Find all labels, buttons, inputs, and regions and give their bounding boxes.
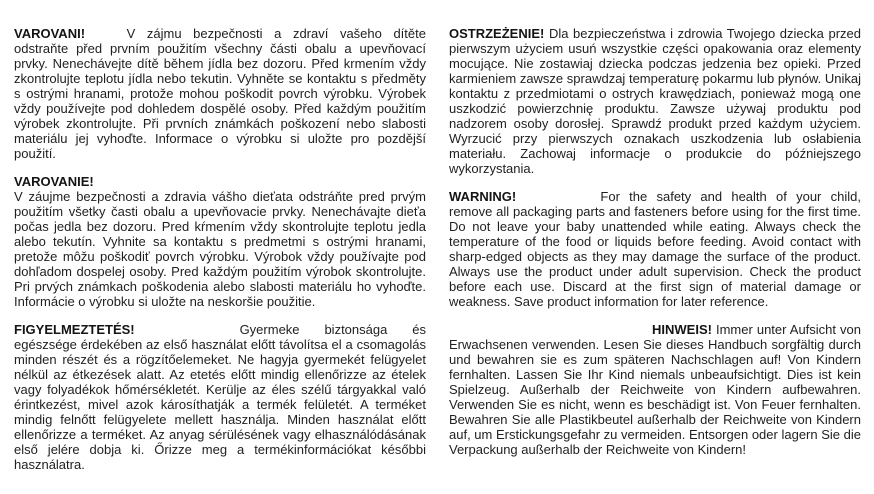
- warning-section-german: [449, 322, 861, 457]
- section-body-polish: Dla bezpieczeństwa i zdrowia Twojego dziecka przed pierwszym użyciem usuń wszystkie części opakowania oraz elementy mocujące. Nie zostawiaj dziecka podczas jedzenia bez opieki. Przed karmieniem zawsze sprawdzaj temperaturę pokarmu lub płynów. Unikaj kontaktu z przedmiotami o ostrych krawędziach, ponieważ mogą one uszkodzić powierzchnię produktu. Zawsze używaj produktu pod nadzorem osoby dorosłej. Sprawdź produkt przed każdym użyciem. Wyrzucić przy pierwszych oznakach uszkodzenia lub osłabienia materiału. Zachowaj informacje o produkcie do późniejszego wykorzystania.: [449, 26, 861, 176]
- section-body-german: Immer unter Aufsicht von Erwachsenen verwenden. Lesen Sie dieses Handbuch sorgfältig durch und bewahren sie es zum späteren Nachschlagen auf! Von Kindern fernhalten. Lassen Sie Ihr Kind niemals unbeaufsichtigt. Dies ist kein Spielzeug. Außerhalb der Reichweite von Kindern aufbewahren. Verwenden Sie es nicht, wenn es beschädigt ist. Von Feuer fernhalten. Bewahren Sie alle Plastikbeutel außerhalb der Reichweite von Kindern auf, um Erstickungsgefahr zu vermeiden. Entsorgen oder lagern Sie die Verpackung außerhalb der Reichweite von Kindern!: [449, 322, 861, 457]
- section-heading-english: WARNING!: [449, 189, 517, 204]
- left-column: [14, 26, 426, 494]
- section-heading-hungarian: FIGYELMEZTETÉS!: [14, 322, 135, 337]
- section-body-hungarian: Gyermeke biztonsága és egészsége érdekében az első használat előtt távolítsa el a csomagolás minden részét és a rögzítőelemeket. Ne hagyja gyermekét felügyelet nélkül az étkezések alatt. Az etetés előtt mindig ellenőrizze az ételek vagy folyadékok hőmérsékletét. Kerülje az éles szélű tárgyakkal való érintkezést, mivel azok károsíthatják a termék felületét. A terméket mindig felnőtt felügyelete mellett használja. Minden használat előtt ellenőrizze a terméket. Az anyag sérülésének vagy elhasználódásának első jelére dobja ki. Őrizze meg a termékinformációkat későbbi használatra.: [14, 322, 426, 472]
- warning-section-slovak: [14, 174, 426, 309]
- warning-section-hungarian: [14, 322, 426, 472]
- section-heading-german: HINWEIS!: [652, 322, 712, 337]
- warning-section-polish: [449, 26, 861, 176]
- section-body-czech: V zájmu bezpečnosti a zdraví vašeho dítěte odstraňte před prvním použitím všechny části obalu a upevňovací prvky. Nenechávejte dítě během jídla bez dozoru. Před krmením vždy zkontrolujte teplotu jídla nebo tekutin. Vyhněte se kontaktu s předměty s ostrými hranami, protože mohou poškodit povrch výrobku. Výrobek vždy používejte pod dohledem dospělé osoby. Před každým použitím výrobek zkontrolujte. Při prvních známkách poškození nebo slabosti materiálu jej vyhoďte. Informace o výrobku si uložte pro pozdější použití.: [14, 26, 426, 161]
- warning-section-english: [449, 189, 861, 309]
- heading-gap: [516, 200, 591, 201]
- warning-section-czech: [14, 26, 426, 161]
- section-heading-polish: OSTRZEŻENIE!: [449, 26, 545, 41]
- heading-gap: [85, 37, 115, 38]
- section-heading-slovak: VAROVANIE!: [14, 174, 94, 189]
- section-heading-czech: VAROVANI!: [14, 26, 86, 41]
- section-body-english: For the safety and health of your child, remove all packaging parts and fasteners before using for the first time. Do not leave your baby unattended while eating. Always check the temperature of the food or liquids before feeding. Avoid contact with sharp-edged objects as they may damage the surface of the product. Always use the product under adult supervision. Check the product before each use. Discard at the first sign of material damage or weakness. Save product information for later reference.: [449, 189, 861, 309]
- right-column: [449, 26, 861, 494]
- heading-gap: [135, 333, 215, 334]
- section-body-slovak: V záujme bezpečnosti a zdravia vášho dieťata odstráňte pred prvým použitím všetky časti obalu a upevňovacie prvky. Nenechávajte dieťa počas jedla bez dozoru. Pred kŕmením vždy skontrolujte teplotu jedla alebo tekutín. Vyhnite sa kontaktu s predmetmi s ostrými hranami, pretože môžu poškodiť povrch výrobku. Výrobok vždy používajte pod dohľadom dospelej osoby. Pred každým použitím výrobok skontrolujte. Pri prvých známkach poškodenia alebo slabosti materiálu ho vyhoďte. Informácie o výrobku si uložte na neskoršie použitie.: [14, 189, 426, 309]
